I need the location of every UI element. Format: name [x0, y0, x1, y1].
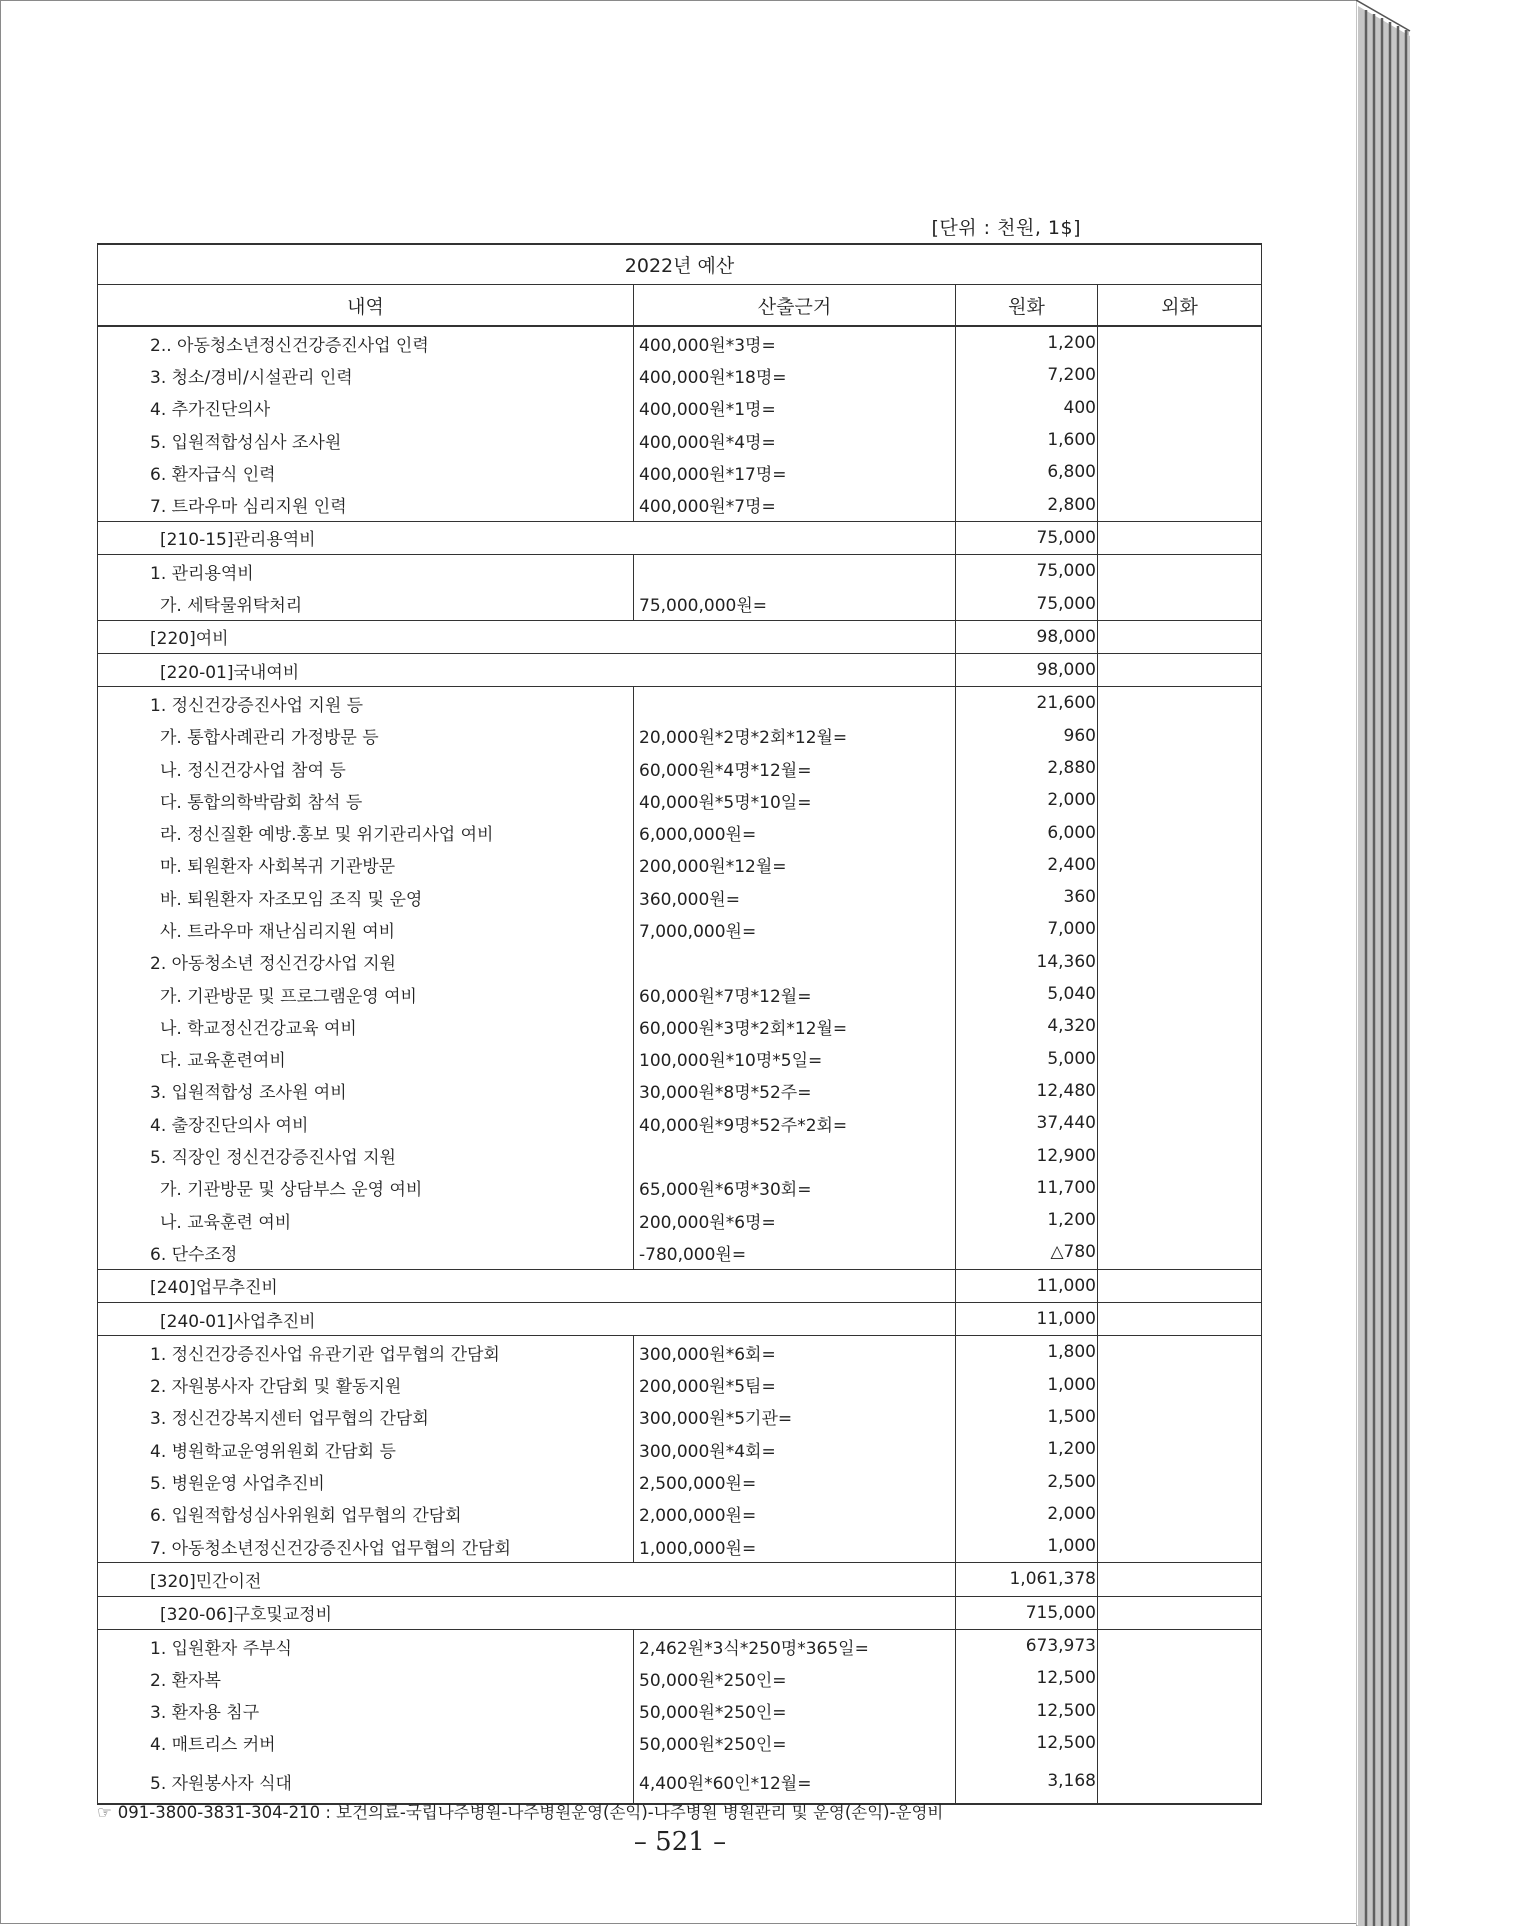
row-foreign	[1098, 1302, 1262, 1335]
row-krw: 37,440	[956, 1107, 1098, 1139]
table-row	[98, 1759, 1262, 1804]
table-row	[98, 752, 1262, 784]
row-krw: 1,000	[956, 1369, 1098, 1401]
table-row	[98, 456, 1262, 488]
row-basis: 50,000원*250인=	[634, 1727, 956, 1759]
row-krw: 2,800	[956, 488, 1098, 521]
row-krw: 6,000	[956, 816, 1098, 848]
row-label: 다. 통합의학박람회 참석 등	[98, 784, 634, 816]
table-row	[98, 1336, 1262, 1369]
row-foreign	[1098, 1107, 1262, 1139]
table-row	[98, 587, 1262, 620]
row-label: 가. 통합사례관리 가정방문 등	[98, 720, 634, 752]
row-krw: 5,000	[956, 1043, 1098, 1075]
row-basis: 300,000원*5기관=	[634, 1401, 956, 1433]
table-row	[98, 1172, 1262, 1204]
category-label: [220]여비	[98, 620, 956, 653]
row-foreign	[1098, 1075, 1262, 1107]
row-basis: 400,000원*7명=	[634, 488, 956, 521]
row-foreign	[1098, 1662, 1262, 1694]
row-basis: 200,000원*6명=	[634, 1204, 956, 1236]
table-row	[98, 978, 1262, 1010]
row-basis: 7,000,000원=	[634, 913, 956, 945]
row-foreign	[1098, 849, 1262, 881]
subcategory-row	[98, 653, 1262, 686]
row-foreign	[1098, 1629, 1262, 1662]
row-foreign	[1098, 881, 1262, 913]
row-krw: 11,000	[956, 1269, 1098, 1302]
table-row	[98, 816, 1262, 848]
table-row	[98, 555, 1262, 588]
row-krw: 2,400	[956, 849, 1098, 881]
table-row	[98, 1629, 1262, 1662]
row-label: 1. 관리용역비	[98, 555, 634, 588]
row-krw: 2,000	[956, 1498, 1098, 1530]
table-row	[98, 1075, 1262, 1107]
footnote-text: 091-3800-3831-304-210 : 보건의료-국립나주병원-나주병원운영(손익)-나주병원 병원관리 및 운영(손익)-운영비	[117, 1803, 944, 1822]
row-krw: 4,320	[956, 1010, 1098, 1042]
row-basis: 2,000,000원=	[634, 1498, 956, 1530]
row-krw: 7,200	[956, 359, 1098, 391]
row-foreign	[1098, 1369, 1262, 1401]
subcategory-row	[98, 521, 1262, 554]
row-label: 5. 자원봉사자 식대	[98, 1759, 634, 1804]
row-label: 바. 퇴원환자 자조모임 조직 및 운영	[98, 881, 634, 913]
row-basis: 400,000원*18명=	[634, 359, 956, 391]
row-krw: 673,973	[956, 1629, 1098, 1662]
row-foreign	[1098, 1010, 1262, 1042]
row-krw: 11,000	[956, 1302, 1098, 1335]
table-row	[98, 1107, 1262, 1139]
row-label: 사. 트라우마 재난심리지원 여비	[98, 913, 634, 945]
row-foreign	[1098, 978, 1262, 1010]
row-basis: 40,000원*5명*10일=	[634, 784, 956, 816]
budget-table-body	[98, 326, 1262, 1804]
row-label: 4. 매트리스 커버	[98, 1727, 634, 1759]
table-row	[98, 1694, 1262, 1726]
row-krw: △780	[956, 1236, 1098, 1269]
row-krw: 6,800	[956, 456, 1098, 488]
table-row	[98, 1369, 1262, 1401]
row-basis: 400,000원*17명=	[634, 456, 956, 488]
row-label: 2. 환자복	[98, 1662, 634, 1694]
table-row	[98, 1727, 1262, 1759]
row-basis: 20,000원*2명*2회*12월=	[634, 720, 956, 752]
table-row	[98, 1139, 1262, 1171]
row-label: 4. 추가진단의사	[98, 392, 634, 424]
row-label: 4. 병원학교운영위원회 간담회 등	[98, 1433, 634, 1465]
row-krw: 1,061,378	[956, 1563, 1098, 1596]
table-row	[98, 1530, 1262, 1563]
column-header-foreign: 외화	[1098, 285, 1262, 327]
row-krw: 21,600	[956, 687, 1098, 720]
table-row	[98, 913, 1262, 945]
row-foreign	[1098, 359, 1262, 391]
row-foreign	[1098, 687, 1262, 720]
row-label: 3. 입원적합성 조사원 여비	[98, 1075, 634, 1107]
row-krw: 960	[956, 720, 1098, 752]
row-basis: 60,000원*3명*2회*12월=	[634, 1010, 956, 1042]
row-krw: 12,500	[956, 1662, 1098, 1694]
row-foreign	[1098, 1465, 1262, 1497]
row-foreign	[1098, 620, 1262, 653]
row-foreign	[1098, 392, 1262, 424]
page-stack-edges	[1356, 0, 1534, 1926]
row-foreign	[1098, 456, 1262, 488]
row-basis: 2,462원*3식*250명*365일=	[634, 1629, 956, 1662]
row-foreign	[1098, 1204, 1262, 1236]
row-basis: 4,400원*60인*12월=	[634, 1759, 956, 1804]
row-basis	[634, 946, 956, 978]
row-foreign	[1098, 1172, 1262, 1204]
row-basis: -780,000원=	[634, 1236, 956, 1269]
table-row	[98, 1662, 1262, 1694]
row-krw: 360	[956, 881, 1098, 913]
row-label: 7. 아동청소년정신건강증진사업 업무협의 간담회	[98, 1530, 634, 1563]
row-basis: 40,000원*9명*52주*2회=	[634, 1107, 956, 1139]
row-label: 6. 입원적합성심사위원회 업무협의 간담회	[98, 1498, 634, 1530]
row-krw: 12,500	[956, 1694, 1098, 1726]
row-foreign	[1098, 1269, 1262, 1302]
row-foreign	[1098, 326, 1262, 359]
row-basis: 300,000원*6회=	[634, 1336, 956, 1369]
row-krw: 12,900	[956, 1139, 1098, 1171]
row-label: 가. 기관방문 및 상담부스 운영 여비	[98, 1172, 634, 1204]
row-label: 1. 입원환자 주부식	[98, 1629, 634, 1662]
row-krw: 1,500	[956, 1401, 1098, 1433]
table-row	[98, 784, 1262, 816]
row-foreign	[1098, 1563, 1262, 1596]
table-row	[98, 881, 1262, 913]
row-basis: 200,000원*5팀=	[634, 1369, 956, 1401]
row-foreign	[1098, 653, 1262, 686]
row-foreign	[1098, 1759, 1262, 1804]
row-krw: 2,880	[956, 752, 1098, 784]
row-krw: 75,000	[956, 521, 1098, 554]
row-foreign	[1098, 1139, 1262, 1171]
row-basis: 100,000원*10명*5일=	[634, 1043, 956, 1075]
row-foreign	[1098, 521, 1262, 554]
subcategory-row	[98, 1302, 1262, 1335]
table-row	[98, 424, 1262, 456]
row-label: 1. 정신건강증진사업 유관기관 업무협의 간담회	[98, 1336, 634, 1369]
row-label: 가. 세탁물위탁처리	[98, 587, 634, 620]
row-foreign	[1098, 1727, 1262, 1759]
footnote	[97, 1799, 943, 1823]
row-krw: 3,168	[956, 1759, 1098, 1804]
row-foreign	[1098, 913, 1262, 945]
row-krw: 400	[956, 392, 1098, 424]
row-basis: 400,000원*3명=	[634, 326, 956, 359]
row-basis: 65,000원*6명*30회=	[634, 1172, 956, 1204]
row-krw: 2,000	[956, 784, 1098, 816]
table-row	[98, 720, 1262, 752]
row-foreign	[1098, 488, 1262, 521]
row-foreign	[1098, 1530, 1262, 1563]
row-krw: 98,000	[956, 653, 1098, 686]
row-foreign	[1098, 1498, 1262, 1530]
page-number: – 521 –	[633, 1827, 727, 1857]
row-label: 마. 퇴원환자 사회복귀 기관방문	[98, 849, 634, 881]
row-foreign	[1098, 1694, 1262, 1726]
row-label: 6. 단수조정	[98, 1236, 634, 1269]
pointing-hand-icon: ☞	[97, 1803, 112, 1822]
row-label: 2. 자원봉사자 간담회 및 활동지원	[98, 1369, 634, 1401]
row-krw: 1,200	[956, 1433, 1098, 1465]
subcategory-label: [220-01]국내여비	[98, 653, 956, 686]
row-foreign	[1098, 1043, 1262, 1075]
row-label: 3. 정신건강복지센터 업무협의 간담회	[98, 1401, 634, 1433]
row-basis: 300,000원*4회=	[634, 1433, 956, 1465]
row-krw: 2,500	[956, 1465, 1098, 1497]
row-krw: 14,360	[956, 946, 1098, 978]
row-foreign	[1098, 816, 1262, 848]
row-foreign	[1098, 1401, 1262, 1433]
row-foreign	[1098, 424, 1262, 456]
category-row	[98, 620, 1262, 653]
table-row	[98, 1043, 1262, 1075]
category-row	[98, 1269, 1262, 1302]
row-krw: 12,500	[956, 1727, 1098, 1759]
table-row	[98, 1498, 1262, 1530]
row-label: 3. 청소/경비/시설관리 인력	[98, 359, 634, 391]
table-row	[98, 1465, 1262, 1497]
row-basis: 360,000원=	[634, 881, 956, 913]
row-foreign	[1098, 1596, 1262, 1629]
table-row	[98, 1433, 1262, 1465]
row-krw: 7,000	[956, 913, 1098, 945]
column-header-basis: 산출근거	[634, 285, 956, 327]
category-label: [320]민간이전	[98, 1563, 956, 1596]
table-row	[98, 1010, 1262, 1042]
row-label: 라. 정신질환 예방.홍보 및 위기관리사업 여비	[98, 816, 634, 848]
subcategory-label: [240-01]사업추진비	[98, 1302, 956, 1335]
table-row	[98, 849, 1262, 881]
row-krw: 98,000	[956, 620, 1098, 653]
row-krw: 1,800	[956, 1336, 1098, 1369]
row-label: 가. 기관방문 및 프로그램운영 여비	[98, 978, 634, 1010]
table-row	[98, 1401, 1262, 1433]
row-basis: 75,000,000원=	[634, 587, 956, 620]
row-krw: 75,000	[956, 555, 1098, 588]
row-foreign	[1098, 946, 1262, 978]
row-label: 3. 환자용 침구	[98, 1694, 634, 1726]
row-label: 5. 입원적합성심사 조사원	[98, 424, 634, 456]
year-header: 2022년 예산	[98, 244, 1262, 285]
category-row	[98, 1563, 1262, 1596]
row-label: 나. 교육훈련 여비	[98, 1204, 634, 1236]
table-row	[98, 326, 1262, 359]
row-label: 나. 정신건강사업 참여 등	[98, 752, 634, 784]
table-row	[98, 1204, 1262, 1236]
row-basis: 30,000원*8명*52주=	[634, 1075, 956, 1107]
row-krw: 11,700	[956, 1172, 1098, 1204]
table-row	[98, 687, 1262, 720]
table-row	[98, 1236, 1262, 1269]
row-label: 다. 교육훈련여비	[98, 1043, 634, 1075]
row-krw: 1,000	[956, 1530, 1098, 1563]
row-basis	[634, 687, 956, 720]
column-header-details: 내역	[98, 285, 634, 327]
row-basis: 400,000원*4명=	[634, 424, 956, 456]
row-basis: 50,000원*250인=	[634, 1694, 956, 1726]
row-basis: 2,500,000원=	[634, 1465, 956, 1497]
row-basis: 1,000,000원=	[634, 1530, 956, 1563]
row-basis: 50,000원*250인=	[634, 1662, 956, 1694]
row-foreign	[1098, 1336, 1262, 1369]
row-foreign	[1098, 720, 1262, 752]
row-krw: 715,000	[956, 1596, 1098, 1629]
row-label: 5. 직장인 정신건강증진사업 지원	[98, 1139, 634, 1171]
row-foreign	[1098, 1236, 1262, 1269]
row-basis: 400,000원*1명=	[634, 392, 956, 424]
row-krw: 1,600	[956, 424, 1098, 456]
row-foreign	[1098, 555, 1262, 588]
row-basis: 200,000원*12월=	[634, 849, 956, 881]
category-label: [240]업무추진비	[98, 1269, 956, 1302]
row-foreign	[1098, 752, 1262, 784]
subcategory-row	[98, 1596, 1262, 1629]
row-foreign	[1098, 1433, 1262, 1465]
row-krw: 5,040	[956, 978, 1098, 1010]
unit-label: [단위 : 천원, 1$]	[931, 217, 1081, 239]
row-foreign	[1098, 587, 1262, 620]
row-basis	[634, 1139, 956, 1171]
row-label: 6. 환자급식 인력	[98, 456, 634, 488]
table-row	[98, 946, 1262, 978]
column-header-krw: 원화	[956, 285, 1098, 327]
row-label: 2. 아동청소년 정신건강사업 지원	[98, 946, 634, 978]
row-label: 5. 병원운영 사업추진비	[98, 1465, 634, 1497]
budget-table	[97, 243, 1262, 1805]
row-krw: 12,480	[956, 1075, 1098, 1107]
row-krw: 75,000	[956, 587, 1098, 620]
row-basis: 60,000원*7명*12월=	[634, 978, 956, 1010]
row-label: 4. 출장진단의사 여비	[98, 1107, 634, 1139]
row-label: 2.. 아동청소년정신건강증진사업 인력	[98, 326, 634, 359]
row-label: 1. 정신건강증진사업 지원 등	[98, 687, 634, 720]
subcategory-label: [210-15]관리용역비	[98, 521, 956, 554]
row-basis: 60,000원*4명*12월=	[634, 752, 956, 784]
table-row	[98, 392, 1262, 424]
row-foreign	[1098, 784, 1262, 816]
row-label: 나. 학교정신건강교육 여비	[98, 1010, 634, 1042]
row-krw: 1,200	[956, 1204, 1098, 1236]
row-basis: 6,000,000원=	[634, 816, 956, 848]
table-row	[98, 359, 1262, 391]
subcategory-label: [320-06]구호및교정비	[98, 1596, 956, 1629]
row-label: 7. 트라우마 심리지원 인력	[98, 488, 634, 521]
row-basis	[634, 555, 956, 588]
row-krw: 1,200	[956, 326, 1098, 359]
table-row	[98, 488, 1262, 521]
